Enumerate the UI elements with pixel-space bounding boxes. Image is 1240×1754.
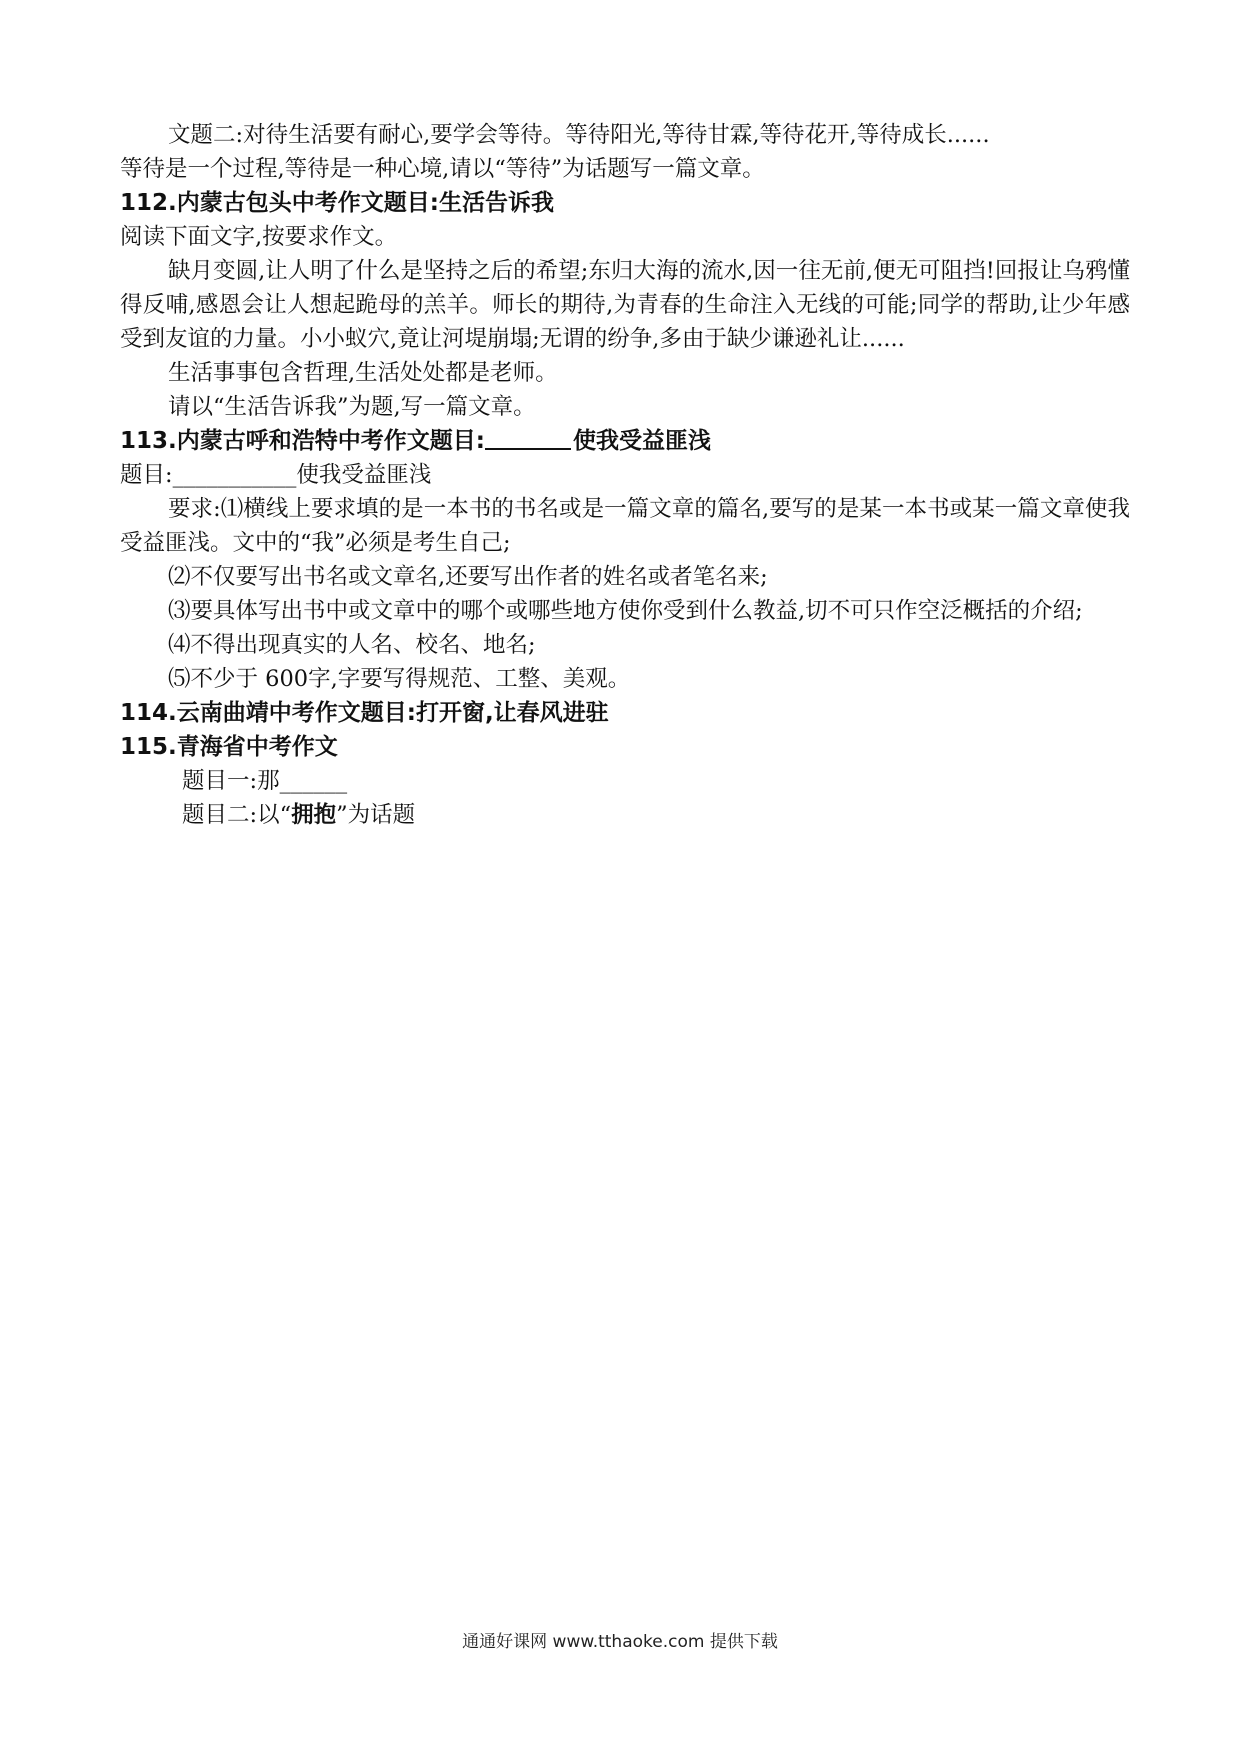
topic-two-paragraph-cont: 等待是一个过程,等待是一种心境,请以“等待”为话题写一篇文章。	[120, 156, 765, 182]
section-113-requirement-1: 要求:⑴横线上要求填的是一本书的书名或是一篇文章的篇名,要写的是某一本书或某一篇文章使我受益匪浅。文中的“我”必须是考生自己;	[120, 496, 1130, 556]
section-113-requirement-2: ⑵不仅要写出书名或文章名,还要写出作者的姓名或者笔名来;	[168, 564, 768, 590]
section-115-topic-2-suffix: ”为话题	[336, 802, 416, 828]
section-112-line: 生活事事包含哲理,生活处处都是老师。	[168, 360, 558, 386]
section-112-prompt: 请以“生活告诉我”为题,写一篇文章。	[168, 394, 536, 420]
section-113-heading-prefix: 113.内蒙古呼和浩特中考作文题目:	[120, 428, 485, 454]
section-113-requirement-4: ⑷不得出现真实的人名、校名、地名;	[168, 632, 536, 658]
title-blank-line	[485, 424, 571, 450]
section-112-instruction: 阅读下面文字,按要求作文。	[120, 224, 398, 250]
section-113-title-line: 题目:___________使我受益匪浅	[120, 462, 432, 488]
section-115-topic-2-prefix: 题目二:以“	[182, 802, 292, 828]
section-115-topic-2	[120, 798, 1130, 832]
document-body	[120, 118, 1130, 832]
topic-two-paragraph: 文题二:对待生活要有耐心,要学会等待。等待阳光,等待甘霖,等待花开,等待成长......	[168, 122, 990, 148]
section-115-topic-2-keyword: 拥抱	[291, 802, 337, 828]
section-113-heading	[120, 424, 1130, 458]
page-footer: 通通好课网 www.tthaoke.com 提供下载	[462, 1632, 778, 1652]
section-112-heading: 112.内蒙古包头中考作文题目:生活告诉我	[120, 190, 554, 216]
section-113-heading-suffix: 使我受益匪浅	[572, 428, 711, 454]
section-114-heading: 114.云南曲靖中考作文题目:打开窗,让春风进驻	[120, 700, 609, 726]
section-115-topic-1: 题目一:那______	[182, 768, 348, 794]
section-113-requirement-3: ⑶要具体写出书中或文章中的哪个或哪些地方使你受到什么教益,切不可只作空泛概括的介绍;	[168, 598, 1083, 624]
section-113-requirement-5: ⑸不少于 600字,字要写得规范、工整、美观。	[168, 666, 631, 692]
section-115-heading: 115.青海省中考作文	[120, 734, 338, 760]
section-112-passage: 缺月变圆,让人明了什么是坚持之后的希望;东归大海的流水,因一往无前,便无可阻挡!回报让乌鸦懂得反哺,感恩会让人想起跪母的羔羊。师长的期待,为青春的生命注入无线的可能;同学的帮助,让少年感受到友谊的力量。小小蚁穴,竟让河堤崩塌;无谓的纷争,多由于缺少谦逊礼让......	[120, 258, 1130, 352]
